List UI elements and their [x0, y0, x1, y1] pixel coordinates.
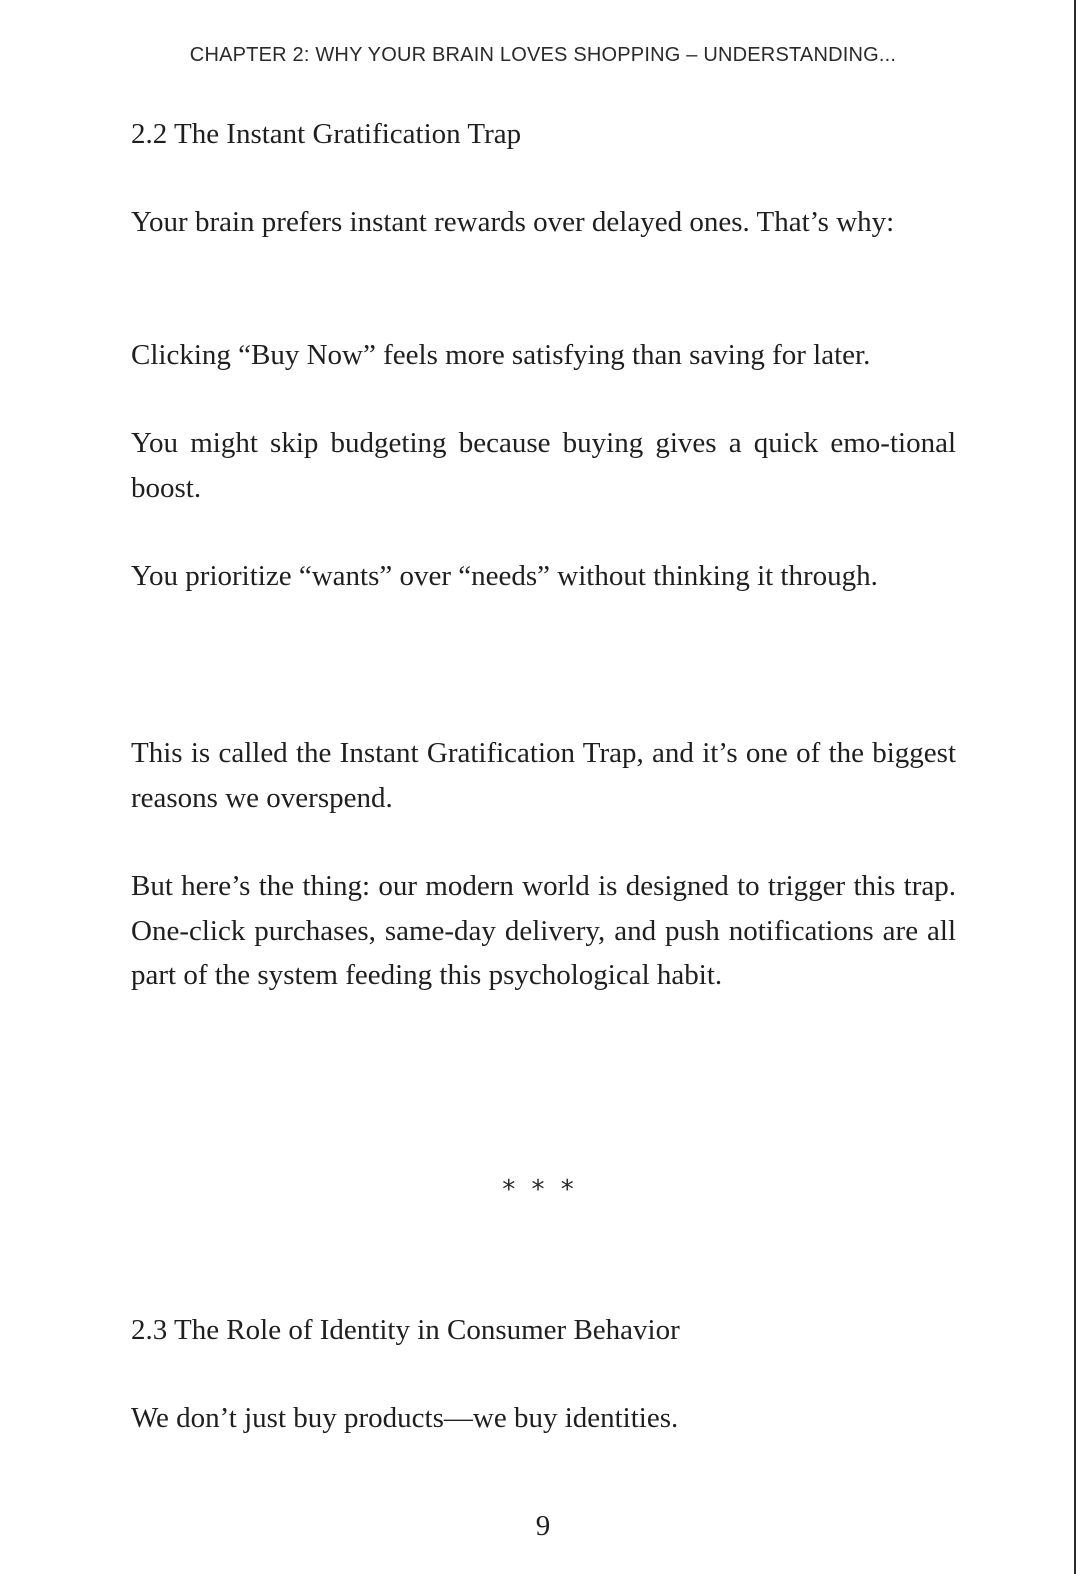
paragraph-wants-over-needs: You prioritize “wants” over “needs” without thinking it through.	[131, 560, 878, 592]
section-separator: * * *	[502, 1175, 578, 1205]
page-edge-line	[1074, 0, 1076, 1574]
paragraph-trap-definition: This is called the Instant Gratification Trap, and it’s one of the biggest reasons we overspend.	[131, 737, 956, 814]
section-heading-2-3: 2.3 The Role of Identity in Consumer Behavior	[131, 1314, 680, 1346]
page-number: 9	[535, 1510, 551, 1542]
section-heading-2-2: 2.2 The Instant Gratification Trap	[131, 118, 522, 150]
paragraph-instant-rewards: Your brain prefers instant rewards over delayed ones. That’s why:	[131, 206, 895, 238]
running-header: CHAPTER 2: WHY YOUR BRAIN LOVES SHOPPING – UNDERSTANDING...	[189, 44, 897, 66]
paragraph-skip-budgeting: You might skip budgeting because buying gives a quick emo-tional boost.	[131, 427, 956, 504]
paragraph-modern-world: But here’s the thing: our modern world is designed to trigger this trap. One-click purchases, same-day delivery, and push notifications are all part of the system feeding this psychological habit.	[131, 870, 956, 991]
paragraph-identities: We don’t just buy products—we buy identities.	[131, 1402, 679, 1434]
paragraph-buy-now: Clicking “Buy Now” feels more satisfying than saving for later.	[131, 339, 871, 371]
